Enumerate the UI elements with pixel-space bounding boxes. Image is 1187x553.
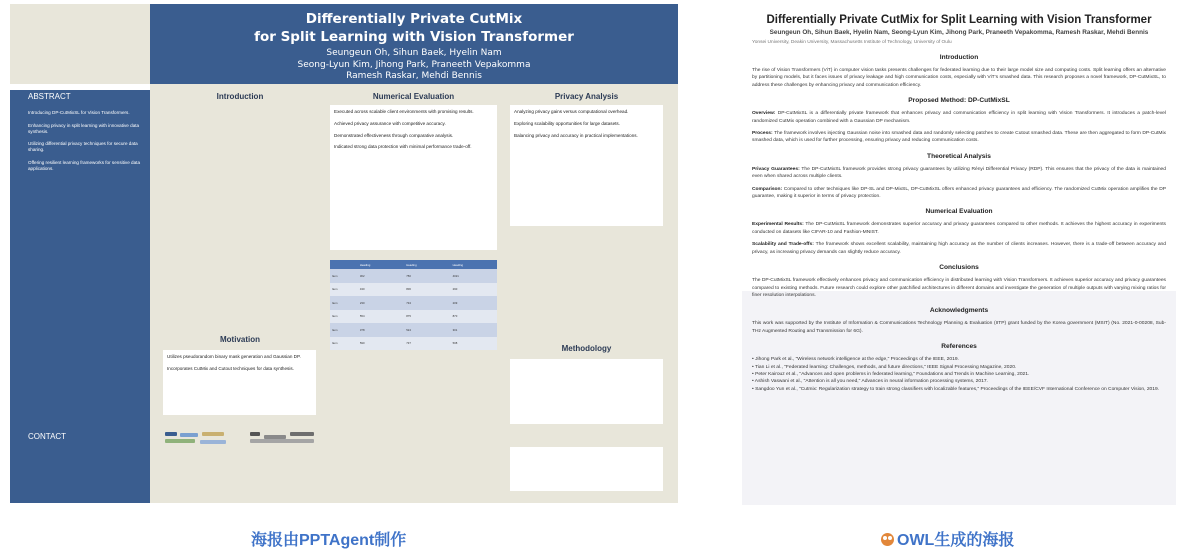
section-heading: Conclusions (939, 264, 979, 272)
abstract-item: Enhancing privacy in split learning with innovative data synthesis. (28, 122, 140, 134)
section-paragraph (752, 166, 1166, 181)
table-cell: 301 (451, 323, 497, 337)
poster-authors: Seungeun Oh, Sihun Baek, Hyelin Nam, Seong-Lyun Kim, Jihong Park, Praneeth Vepakomma, Ramesh Raskar, Mehdi Bennis (769, 29, 1149, 36)
table-row (330, 269, 497, 283)
table-cell: 734 (404, 296, 450, 310)
abstract-item: Offering resilient learning frameworks for sensitive data applications. (28, 159, 141, 171)
figure-thumbnail (180, 433, 198, 437)
section-title-numerical-evaluation: Numerical Evaluation (372, 92, 455, 101)
motivation-box (163, 350, 316, 415)
table-header: Heading (358, 260, 404, 269)
paragraph-text: The rise of Vision Transformers (ViT) in computer vision tasks presents challenges for federated learning due to their large model size and computing costs. Split learning offers an alternative by partitioning models, but it faces issues of privacy leakage and high communication costs, especially with ViT's smashed data. This research proposes a novel framework, DP-CutMixSL, to address these challenges by enhancing privacy and communication efficiency. (752, 68, 1166, 88)
methodology-box-lower (510, 447, 663, 491)
table-header: Heading (451, 260, 497, 269)
figure-thumbnail (202, 432, 224, 436)
sidebar-divider (10, 84, 150, 90)
table-row (330, 283, 497, 297)
table-cell: 230 (358, 296, 404, 310)
numerical-item: Demonstrated effectiveness through comparative analysis. (334, 132, 454, 138)
privacy-item: Balancing privacy and accuracy in practical implementations. (514, 132, 638, 138)
poster-authors: Seungeun Oh, Sihun Baek, Hyelin Nam Seong-Lyun Kim, Jihong Park, Praneeth Vepakomma Ramesh Raskar, Mehdi Bennis (297, 48, 531, 81)
section-paragraph (752, 110, 1166, 125)
figure-thumbnail (290, 432, 314, 436)
poster-affiliations: Yonsei University, Deakin University, Massachusetts Institute of Technology, University of Oulu (752, 40, 952, 45)
contact-title: CONTACT (28, 432, 67, 441)
paragraph-label: Comparison: (752, 186, 783, 192)
section-heading: Introduction (939, 54, 979, 61)
paragraph-text: The DP-CutMixSL framework provides strong privacy guarantees by utilizing Rényi Differential Privacy (RDP). This ensures that the privacy of the data is maintained even when shared across multiple clients. (752, 166, 1166, 180)
owl-poster (742, 8, 1176, 505)
table-cell: Item (330, 296, 358, 310)
paragraph-label: Experimental Results: (752, 222, 804, 228)
reference-item: • Peter Kairouz et al., "Advances and open problems in federated learning," Foundations and Trends in Machine Learning, 2021. (752, 371, 1030, 377)
figure-thumbnail (250, 439, 314, 443)
paragraph-label: Overview: (752, 111, 776, 117)
caption-pptagent: 海报由PPTAgent制作 (251, 532, 407, 549)
table-cell: 4021 (451, 269, 497, 283)
references-heading: References (941, 343, 977, 351)
poster-header (150, 4, 678, 84)
table-cell: 378 (358, 323, 404, 337)
paragraph-text: The DP-CutMixSL framework effectively enhances privacy and communication efficiency in distributed learning with Vision Transformers. It achieves superior accuracy and privacy guarantees compared to existing methods. Future research could explore other patchified architectures in different domains and investigate the generation of multiple outputs with varying mixing ratios for finer resolution interpolations. (752, 278, 1166, 298)
paragraph-text: DP-CutMixSL is a differentially private framework that enhances privacy and communication efficiency in split learning with Vision Transformers. It introduces a patch-level randomized CutMix operation combined with a Gaussian DP mechanism. (752, 111, 1166, 124)
section-title-introduction: Introduction (216, 92, 264, 101)
table-header: Heading (404, 260, 450, 269)
numerical-item: Executed across scalable client environments with promising results. (334, 109, 474, 114)
poster-content (752, 8, 1166, 393)
poster-title: Differentially Private CutMix for Split Learning with Vision Transformer (766, 14, 1152, 26)
table-cell: 302 (358, 269, 404, 283)
section-heading: Proposed Method: DP-CutMixSL (908, 97, 1010, 105)
abstract-title: ABSTRACT (28, 92, 71, 101)
paragraph-label: Privacy Guarantees: (752, 166, 800, 172)
caption-owl (881, 527, 1014, 550)
poster-sidebar (10, 84, 150, 503)
motivation-item: Incorporates CutMix and Cutout techniques for data synthesis. (167, 365, 294, 371)
section-paragraph (752, 67, 1166, 89)
reference-item: • Tian Li et al., "Federated learning: Challenges, methods, and future directions," IEEE Signal Processing Magazine, 2020. (752, 364, 1017, 370)
paragraph-text: The framework involves injecting Gaussian noise into smashed data and randomly selecting patches to create Cutout smashed data. These are then aggregated to form DP-CutMix smashed data, which is used for further processing, ensuring privacy and reducing communication costs. (752, 131, 1166, 144)
abstract-item: Utilizing differential privacy techniques for secure data sharing. (28, 141, 138, 153)
motivation-item: Utilizes pseudorandom binary mask generation and Gaussian DP. (167, 354, 301, 359)
table-cell: Item (330, 310, 358, 324)
privacy-item: Exploring scalability opportunities for large datasets. (514, 120, 620, 126)
section-paragraph (752, 241, 1166, 256)
table-cell: Item (330, 323, 358, 337)
table-cell: 524 (404, 323, 450, 337)
privacy-analysis-box (510, 105, 663, 226)
section-paragraph (752, 221, 1166, 236)
table-cell: 290 (451, 283, 497, 297)
methodology-box (510, 359, 663, 424)
section-heading: Acknowledgments (929, 307, 989, 315)
abstract-item: Introducing DP-CutMixSL for Vision Transformers. (28, 110, 130, 115)
references-list (752, 356, 1166, 393)
section-paragraph (752, 320, 1166, 335)
poster-title: Differentially Private CutMix for Split Learning with Vision Transformer (254, 11, 574, 45)
paragraph-text: Compared to other techniques like DP-SL and DP-MixSL, DP-CutMixSL offers enhanced privacy guarantees and efficiency. The randomized CutMix operation amplifies the DP guarantee, making it superior in terms of privacy protection. (752, 186, 1166, 200)
numerical-item: Indicated strong data protection with minimal performance trade-off. (334, 144, 472, 150)
paragraph-text: The DP-CutMixSL framework demonstrates superior accuracy and privacy guarantees compared to other methods. It achieves the highest accuracy in experiments conducted on datasets like CIFAR-10 and Fashion-MNIST. (752, 222, 1166, 235)
table-cell: 508 (451, 337, 497, 351)
table-cell: Item (330, 269, 358, 283)
section-title-privacy-analysis: Privacy Analysis (554, 92, 619, 101)
figure-thumbnail (165, 439, 195, 443)
table-cell: 870 (451, 310, 497, 324)
abstract-list (28, 110, 146, 179)
table-row (330, 323, 497, 337)
figure-thumbnail (165, 432, 177, 436)
section-paragraph (752, 186, 1166, 201)
table-cell: Item (330, 337, 358, 351)
data-table (330, 260, 497, 350)
section-heading: Numerical Evaluation (925, 208, 993, 216)
table-cell: 430 (358, 283, 404, 297)
section-title-motivation: Motivation (220, 335, 260, 344)
reference-item: • Ashish Vaswani et al., "Attention is all you need," Advances in neural information processing systems, 2017. (752, 379, 988, 385)
table-header (330, 260, 358, 269)
reference-item: • Sangdoo Yun et al., "Cutmix: Regularization strategy to train strong classifiers with localizable features," Proceedings of the IEEE/CVF International Conference on Computer Vision, 2019. (752, 386, 1160, 392)
section-heading: Theoretical Analysis (927, 152, 991, 160)
table-cell: 806 (404, 283, 450, 297)
reference-item: • Jihong Park et al., "Wireless network intelligence at the edge," Proceedings of the IEEE, 2019. (752, 357, 959, 363)
section-title-methodology: Methodology (561, 344, 612, 353)
table-cell: 590 (358, 337, 404, 351)
figure-thumbnail (200, 440, 226, 444)
table-cell: 750 (404, 269, 450, 283)
table-cell: 209 (451, 296, 497, 310)
paragraph-label: Scalability and Trade-offs: (752, 242, 814, 248)
table-cell: 737 (404, 337, 450, 351)
section-paragraph (752, 277, 1166, 299)
table-cell: 554 (358, 310, 404, 324)
paragraph-text: This work was supported by the Institute of Information & Communications Technology Planning & Evaluation (IITP) grant funded by the Korea government (MSIT) (No. 2021-0-00208, Sub-THz Augmented Routing and Transmission for 6G). (752, 321, 1166, 334)
figure-thumbnail (250, 432, 260, 436)
caption-owl-text: OWL生成的海报 (897, 532, 1015, 549)
table-cell: Item (330, 283, 358, 297)
table-row (330, 337, 497, 351)
table-cell: 875 (404, 310, 450, 324)
owl-icon (881, 533, 894, 546)
table-row (330, 310, 497, 324)
pptagent-poster (10, 4, 678, 503)
privacy-item: Analyzing privacy gains versus computational overhead. (514, 109, 629, 114)
paragraph-text: The framework shows excellent scalability, maintaining high accuracy as the number of clients increases. However, there is a trade-off between accuracy and privacy, as increasing privacy demands can slightly reduce accuracy. (752, 242, 1167, 255)
table-row (330, 296, 497, 310)
section-paragraph (752, 130, 1166, 145)
numerical-evaluation-box (330, 105, 497, 250)
numerical-item: Achieved privacy assurance with competitive accuracy. (334, 120, 446, 126)
paragraph-label: Process: (752, 131, 773, 137)
